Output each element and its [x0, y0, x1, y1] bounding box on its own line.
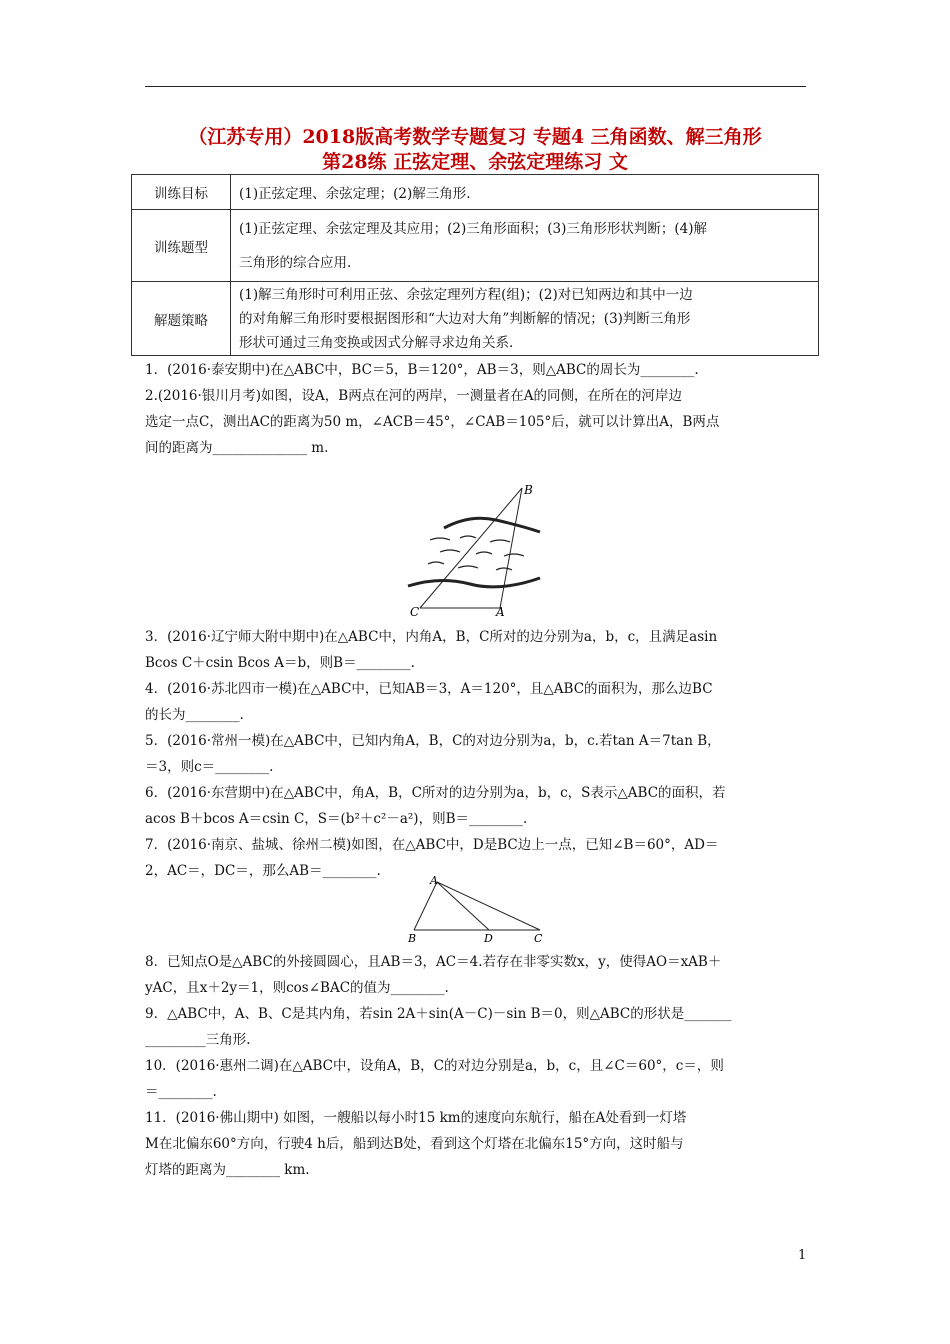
problem-line: Bcos C＋csin Bcos A＝b，则B＝________.: [145, 655, 415, 671]
label-b: B: [524, 483, 533, 497]
river-bank-bottom: [408, 578, 540, 587]
line-ab: [500, 488, 522, 608]
row-label: 训练题型: [132, 210, 231, 282]
problem-line: 10．(2016·惠州二调)在△ABC中，设角A，B，C的对边分别是a，b，c，且∠C＝60°，c＝，则: [145, 1058, 724, 1074]
table-row: [132, 282, 819, 356]
side-ab: [414, 882, 437, 930]
problem-line: 5．(2016·常州一模)在△ABC中，已知内角A，B，C的对边分别为a，b，c.若tan A＝7tan B，: [145, 733, 721, 749]
triangle-figure: [400, 872, 560, 946]
problem-line: yAC，且x＋2y＝1，则cos∠BAC的值为________.: [145, 980, 449, 996]
label-b: B: [408, 932, 417, 945]
problem-line: 选定一点C，测出AC的距离为50 m，∠ACB＝45°，∠CAB＝105°后，就可以计算出A，B两点: [145, 414, 720, 430]
problem-line: 4．(2016·苏北四市一模)在△ABC中，已知AB＝3，A＝120°，且△ABC的面积为，那么边BC: [145, 681, 713, 697]
header-rule: [145, 86, 806, 87]
doc-title-line2: 第28练 正弦定理、余弦定理练习 文: [322, 151, 628, 173]
problem-line: 2.(2016·银川月考)如图，设A，B两点在河的两岸，一测量者在A的同侧，在所在的河岸边: [145, 388, 682, 404]
problem-line: _________三角形.: [145, 1032, 251, 1048]
table-row: [132, 175, 819, 210]
problem-line: 6．(2016·东营期中)在△ABC中，角A，B，C所对的边分别为a，b，c，S表示△ABC的面积，若: [145, 785, 726, 801]
row-content: (1)正弦定理、余弦定理及其应用；(2)三角形面积；(3)三角形形状判断；(4)解 三角形的综合应用.: [231, 210, 819, 282]
line-cb: [420, 488, 522, 608]
problem-line: acos B＋bcos A＝csin C，S＝(b²＋c²－a²)，则B＝________.: [145, 811, 528, 827]
page-number: 1: [798, 1248, 807, 1263]
problem-line: 9．△ABC中，A、B、C是其内角，若sin 2A＋sin(A－C)－sin B＝0，则△ABC的形状是_______: [145, 1006, 732, 1022]
label-a: A: [430, 874, 438, 887]
side-ac: [437, 882, 540, 930]
table-row: [132, 210, 819, 282]
problem-line: 8．已知点O是△ABC的外接圆圆心，且AB＝3，AC＝4.若存在非零实数x，y，使得AO＝xAB＋: [145, 954, 722, 970]
problem-line: M在北偏东60°方向，行驶4 h后，船到达B处，看到这个灯塔在北偏东15°方向，这时船与: [145, 1136, 684, 1152]
problem-line: ＝3，则c＝________.: [145, 759, 274, 775]
label-a: A: [496, 605, 505, 619]
doc-title-line1: （江苏专用）2018版高考数学专题复习 专题4 三角函数、解三角形: [188, 126, 762, 148]
row-content: (1)解三角形时可利用正弦、余弦定理列方程(组)；(2)对已知两边和其中一边 的对角解三角形时要根据图形和“大边对大角”判断解的情况；(3)判断三角形 形状可通过三角变换或因式分解寻求边角关系.: [231, 282, 819, 356]
problem-line: 2，AC＝，DC＝，那么AB＝________.: [145, 863, 381, 879]
problem-line: 1．(2016·泰安期中)在△ABC中，BC＝5，B＝120°，AB＝3，则△ABC的周长为________.: [145, 362, 699, 378]
training-info-table: [131, 174, 819, 356]
row-label: 训练目标: [132, 175, 231, 210]
river-figure: [400, 480, 560, 620]
problem-line: 的长为________.: [145, 707, 244, 723]
label-d: D: [484, 932, 493, 945]
label-c: C: [410, 605, 420, 619]
row-label: 解题策略: [132, 282, 231, 356]
problem-line: 3．(2016·辽宁师大附中期中)在△ABC中，内角A，B，C所对的边分别为a，b，c，且满足asin: [145, 629, 718, 645]
river-bank-top: [444, 518, 540, 532]
problem-line: 灯塔的距离为________ km.: [145, 1162, 310, 1178]
problem-line: 7．(2016·南京、盐城、徐州二模)如图，在△ABC中，D是BC边上一点，已知∠B＝60°，AD＝: [145, 837, 719, 853]
problem-line: 11．(2016·佛山期中) 如图，一艘船以每小时15 km的速度向东航行，船在A处看到一灯塔: [145, 1110, 687, 1126]
side-ad: [437, 882, 489, 930]
label-c: C: [534, 932, 543, 945]
problem-line: ＝________.: [145, 1084, 217, 1100]
problem-line: 间的距离为______________ m.: [145, 440, 329, 456]
row-content: (1)正弦定理、余弦定理；(2)解三角形.: [231, 175, 819, 210]
